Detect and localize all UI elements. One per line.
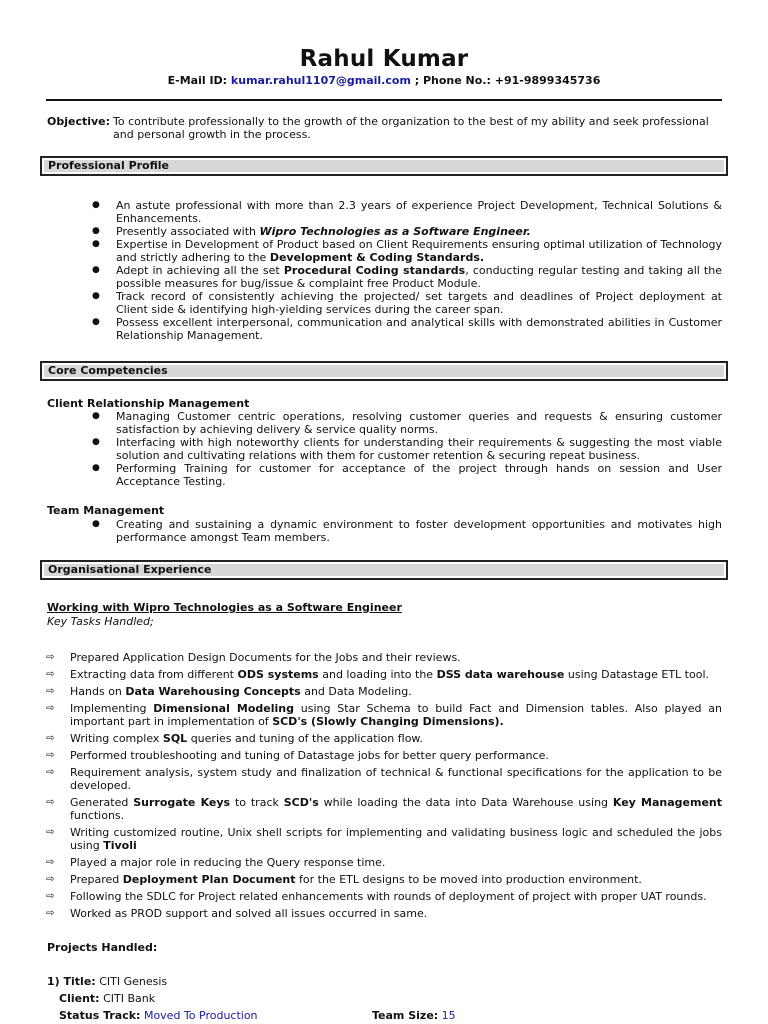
body-text: queries and tuning of the application flow. (187, 732, 423, 745)
body-text: and loading into the (318, 668, 437, 681)
emphasis-text: Tivoli (103, 839, 137, 852)
emphasis-text: SQL (162, 732, 188, 745)
body-text: Prepared Application Design Documents for the Jobs and their reviews. (70, 651, 461, 664)
body-text: Worked as PROD support and solved all issues occurred in same. (70, 907, 428, 920)
objective-text: To contribute professionally to the growth of the organization to the best of my ability and seek professional and personal growth in the process. (113, 115, 709, 141)
body-text: to track (230, 796, 284, 809)
emphasis-text: DSS data warehouse (436, 668, 565, 681)
emphasis-text: Procedural Coding standards (283, 264, 466, 277)
body-text: Following the SDLC for Project related enhancements with rounds of deployment of project with proper UAT rounds. (70, 890, 707, 903)
body-text: and Data Modeling. (300, 685, 412, 698)
body-text: Played a major role in reducing the Query response time. (70, 856, 386, 869)
project-1-title: CITI Genesis (99, 975, 168, 988)
crm-item: ● Performing Training for customer for acceptance of the project through hands on session and User Acceptance Testing. (116, 462, 722, 488)
project-1-title-row (47, 975, 167, 988)
client-value: CITI Bank (103, 992, 156, 1005)
project-1-team-row (372, 1009, 456, 1022)
body-text: Implementing (70, 702, 154, 715)
body-text: Generated (70, 796, 134, 809)
body-text: Hands on (70, 685, 126, 698)
emphasis-text: Development & Coding Standards. (269, 251, 485, 264)
task-item (70, 890, 722, 903)
projects-heading: Projects Handled: (47, 941, 158, 954)
body-text: An astute professional with more than 2.3 years of experience Project Development, Technical Solutions & Enhancements. (116, 199, 722, 225)
body-text: Requirement analysis, system study and finalization of technical & functional specifications for the application to be developed. (70, 766, 722, 792)
crm-item: ● Interfacing with high noteworthy clients for understanding their requirements & suggesting the most viable solution and cultivating relations with them for customer retention & securing repeat business. (116, 436, 722, 462)
task-item (70, 873, 722, 886)
task-item (70, 702, 722, 728)
candidate-name: Rahul Kumar (299, 46, 469, 72)
task-item (70, 651, 722, 664)
status-label: Status Track: (59, 1009, 141, 1022)
body-text: Presently associated with (116, 225, 260, 238)
body-text: Extracting data from different (70, 668, 238, 681)
profile-item (116, 199, 722, 225)
crm-item: ● Managing Customer centric operations, resolving customer queries and requests & ensuring customer satisfaction by achieving delivery & service quality norms. (116, 410, 722, 436)
task-item (70, 826, 722, 852)
body-text: Track record of consistently achieving the projected/ set targets and deadlines of Project deployment at Client side & identifying high-yielding services during the career span. (116, 290, 722, 316)
body-text: Performed troubleshooting and tuning of Datastage jobs for better query performance. (70, 749, 549, 762)
team-item: ● Creating and sustaining a dynamic environment to foster development opportunities and motivates high performance amongst Team members. (116, 518, 722, 544)
team-list (116, 518, 722, 544)
objective-label: Objective: (47, 115, 111, 128)
body-text: , conducting regular testing and taking all the possible measures for bug/issue & complaint free Product Module. (116, 264, 722, 290)
key-tasks-label: Key Tasks Handled; (47, 615, 154, 628)
emphasis-text: SCD's (283, 796, 319, 809)
task-item (70, 749, 722, 762)
task-item (70, 796, 722, 822)
project-1-client-row (59, 992, 155, 1005)
header-divider (46, 99, 722, 101)
body-text: for the ETL designs to be moved into production environment. (295, 873, 642, 886)
emphasis-text: Surrogate Keys (133, 796, 231, 809)
email-label: E-Mail ID: (167, 74, 228, 87)
emphasis-text: ODS systems (237, 668, 319, 681)
email-link[interactable]: kumar.rahul1107@gmail.com (230, 74, 411, 87)
contact-line (0, 74, 768, 87)
profile-item (116, 290, 722, 316)
team-heading: Team Management (47, 504, 165, 517)
task-item (70, 766, 722, 792)
professional-profile-list (116, 199, 722, 342)
emphasis-text: Wipro Technologies as a Software Engineer. (259, 225, 531, 238)
body-text: Writing customized routine, Unix shell scripts for implementing and validating business logic and scheduled the jobs using (70, 826, 722, 852)
profile-item (116, 316, 722, 342)
body-text: Adept in achieving all the set (116, 264, 284, 277)
task-item (70, 732, 722, 745)
emphasis-text: Key Management (612, 796, 723, 809)
body-text: Prepared (70, 873, 123, 886)
team-size-label: Team Size: (372, 1009, 439, 1022)
key-tasks-list (70, 651, 722, 924)
profile-item (116, 264, 722, 290)
crm-heading: Client Relationship Management (47, 397, 250, 410)
body-text: Expertise in Development of Product based on Client Requirements ensuring optimal utilization of Technology and strictly adhering to the (116, 238, 722, 264)
project-1-status-row (59, 1009, 258, 1022)
objective (47, 115, 723, 141)
section-organisational-experience: Organisational Experience (40, 560, 728, 580)
task-item (70, 668, 722, 681)
section-core-competencies: Core Competencies (40, 361, 728, 381)
body-text: while loading the data into Data Warehouse using (318, 796, 613, 809)
task-item (70, 856, 722, 869)
employer-heading: Working with Wipro Technologies as a Software Engineer (47, 601, 402, 614)
body-text: using Datastage ETL tool. (564, 668, 710, 681)
client-label: Client: (59, 992, 100, 1005)
emphasis-text: Dimensional Modeling (153, 702, 295, 715)
phone-label: ; Phone No.: (414, 74, 491, 87)
body-text: functions. (70, 809, 125, 822)
body-text: using Star Schema to build Fact and Dimension tables. Also played an important part in implementation of (70, 702, 723, 728)
emphasis-text: SCD's (Slowly Changing Dimensions). (272, 715, 504, 728)
body-text: Writing complex (70, 732, 163, 745)
crm-list (116, 410, 722, 488)
status-value: Moved To Production (143, 1009, 258, 1022)
profile-item (116, 238, 722, 264)
body-text: Possess excellent interpersonal, communication and analytical skills with demonstrated abilities in Customer Relationship Management. (116, 316, 722, 342)
task-item (70, 685, 722, 698)
task-item (70, 907, 722, 920)
phone-number: +91-9899345736 (494, 74, 601, 87)
profile-item (116, 225, 722, 238)
project-1-title-label: 1) Title: (47, 975, 96, 988)
emphasis-text: Data Warehousing Concepts (125, 685, 301, 698)
section-professional-profile: Professional Profile (40, 156, 728, 176)
team-size-value: 15 (441, 1009, 456, 1022)
emphasis-text: Deployment Plan Document (122, 873, 296, 886)
